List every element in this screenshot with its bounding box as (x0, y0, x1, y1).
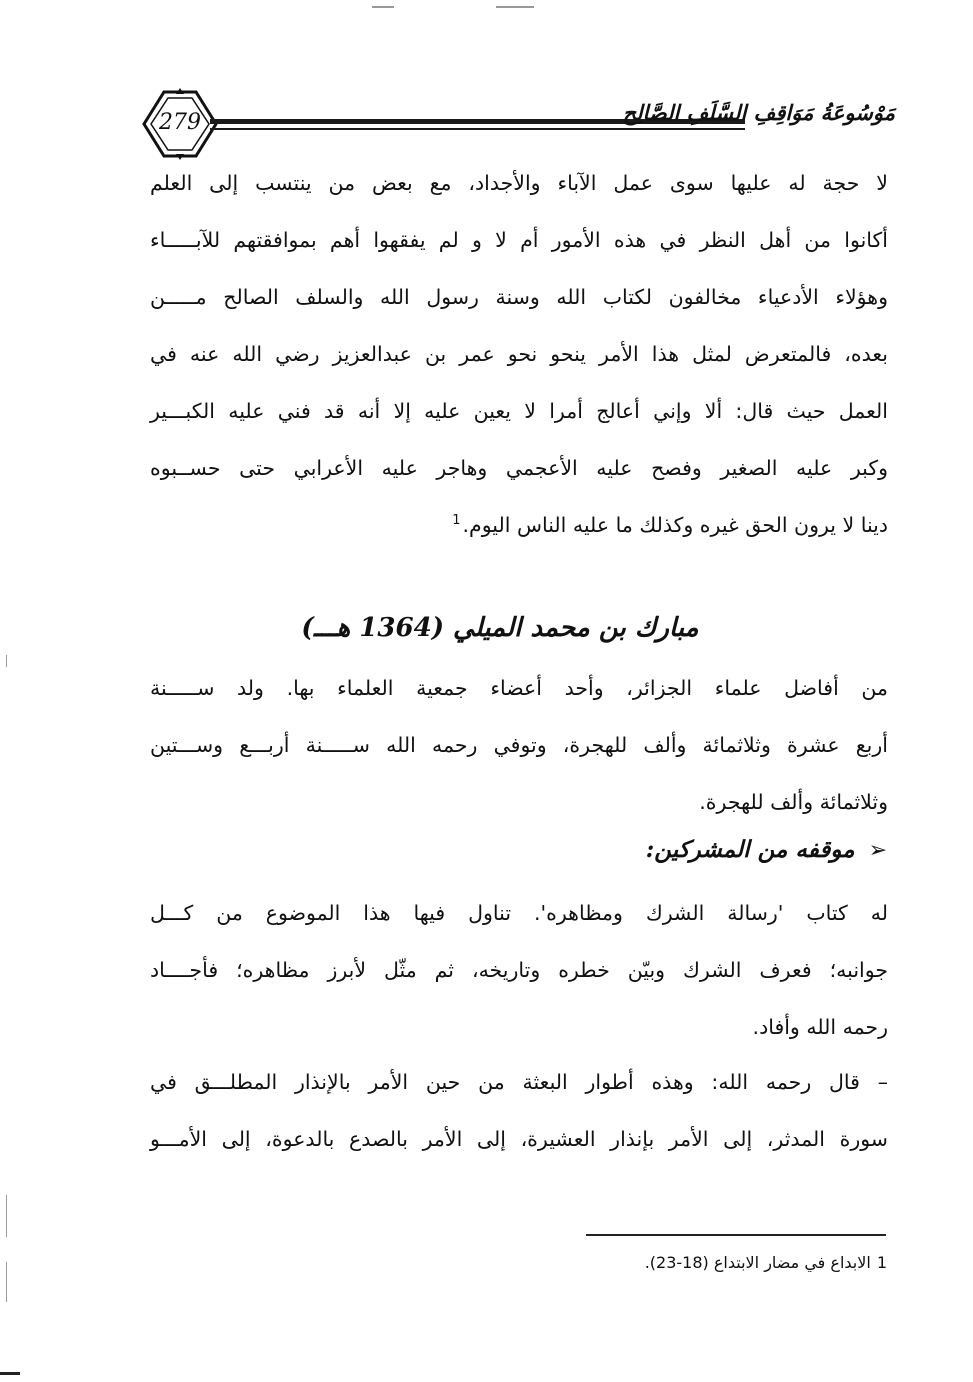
footnote-reference[interactable]: 1 (452, 513, 461, 529)
text-line: وكبر عليه الصغير وفصح عليه الأعجمي وهاجر عليه الأعرابي حتى حســبوه (150, 456, 888, 480)
text-line: رحمه الله وأفاد. (752, 1015, 888, 1039)
text-line: من أفاضل علماء الجزائر، وأحد أعضاء جمعية العلماء بها. ولد ســـــنة (150, 676, 888, 700)
scan-mark-bottom-left (0, 1372, 20, 1375)
text-line: له كتاب 'رسالة الشرك ومظاهره'. تناول فيها هذا الموضوع من كـــل (150, 901, 888, 925)
stance-subheading (646, 825, 887, 875)
text-line: – قال رحمه الله: وهذه أطوار البعثة من حين الأمر بالإنذار المطلـــق في (150, 1070, 888, 1094)
text-line: جوانبه؛ فعرف الشرك وبيّن خطره وتاريخه، ثم مثّل لأبرز مظاهره؛ فأجــــاد (150, 958, 888, 982)
text-line: لا حجة له عليها سوى عمل الآباء والأجداد، مع بعض من ينتسب إلى العلم (150, 171, 888, 195)
text-line-with-footnote (150, 497, 888, 554)
text-line: العمل حيث قال: ألا وإني أعالج أمرا لا يعين عليه إلا أنه قد فني عليه الكبـــير (150, 399, 888, 423)
text-line: بعده، فالمتعرض لمثل هذا الأمر ينحو نحو عمر بن عبدالعزيز رضي الله عنه في (150, 342, 888, 366)
text-line: وهؤلاء الأدعياء مخالفون لكتاب الله وسنة رسول الله والسلف الصالح مـــــن (150, 285, 888, 309)
intro-paragraph (150, 155, 888, 554)
footnote (645, 1248, 887, 1278)
scan-mark-left-2 (6, 1195, 7, 1237)
text-line: أكانوا من أهل النظر في هذه الأمور أم لا و لم يفقهوا أهم بموافقتهم للآبـــــاء (150, 228, 888, 252)
stance-paragraph (150, 885, 888, 1056)
page-number: 279 (159, 110, 201, 135)
bio-paragraph (150, 660, 888, 831)
text-line: أربع عشرة وثلاثمائة وألف للهجرة، وتوفي رحمه الله ســـــنة أربـــع وســـتين (150, 733, 888, 757)
scan-mark-top-2 (496, 6, 534, 8)
section-heading: مبارك بن محمد الميلي (1364 هـــ) (301, 613, 699, 643)
header-rule-thin (210, 128, 745, 130)
footnote-text: الابداع في مضار الابتداع (18-23). (644, 1253, 871, 1272)
arrow-bullet-icon: ➢ (868, 838, 887, 863)
text-line: وثلاثمائة وألف للهجرة. (699, 790, 888, 814)
text-line: سورة المدثر، إلى الأمر بإنذار العشيرة، إلى الأمر بالصدع بالدعوة، إلى الأمـــو (150, 1127, 888, 1151)
subheading-label: موقفه من المشركين: (645, 836, 855, 863)
page-number-badge (140, 88, 220, 160)
scan-mark-top-1 (372, 6, 394, 8)
text-line-content: دينا لا يرون الحق غيره وكذلك ما عليه الناس اليوم. (462, 513, 888, 537)
series-title: مَوْسُوعَةُ مَوَاقِفِ السَّلَفِ الصَّالِح (622, 100, 895, 125)
footnote-separator (586, 1234, 886, 1236)
scan-mark-left-1 (6, 655, 7, 667)
page-header (140, 88, 895, 160)
scan-mark-left-3 (6, 1262, 7, 1302)
footnote-number: 1 (876, 1253, 887, 1272)
quote-paragraph (150, 1054, 888, 1168)
